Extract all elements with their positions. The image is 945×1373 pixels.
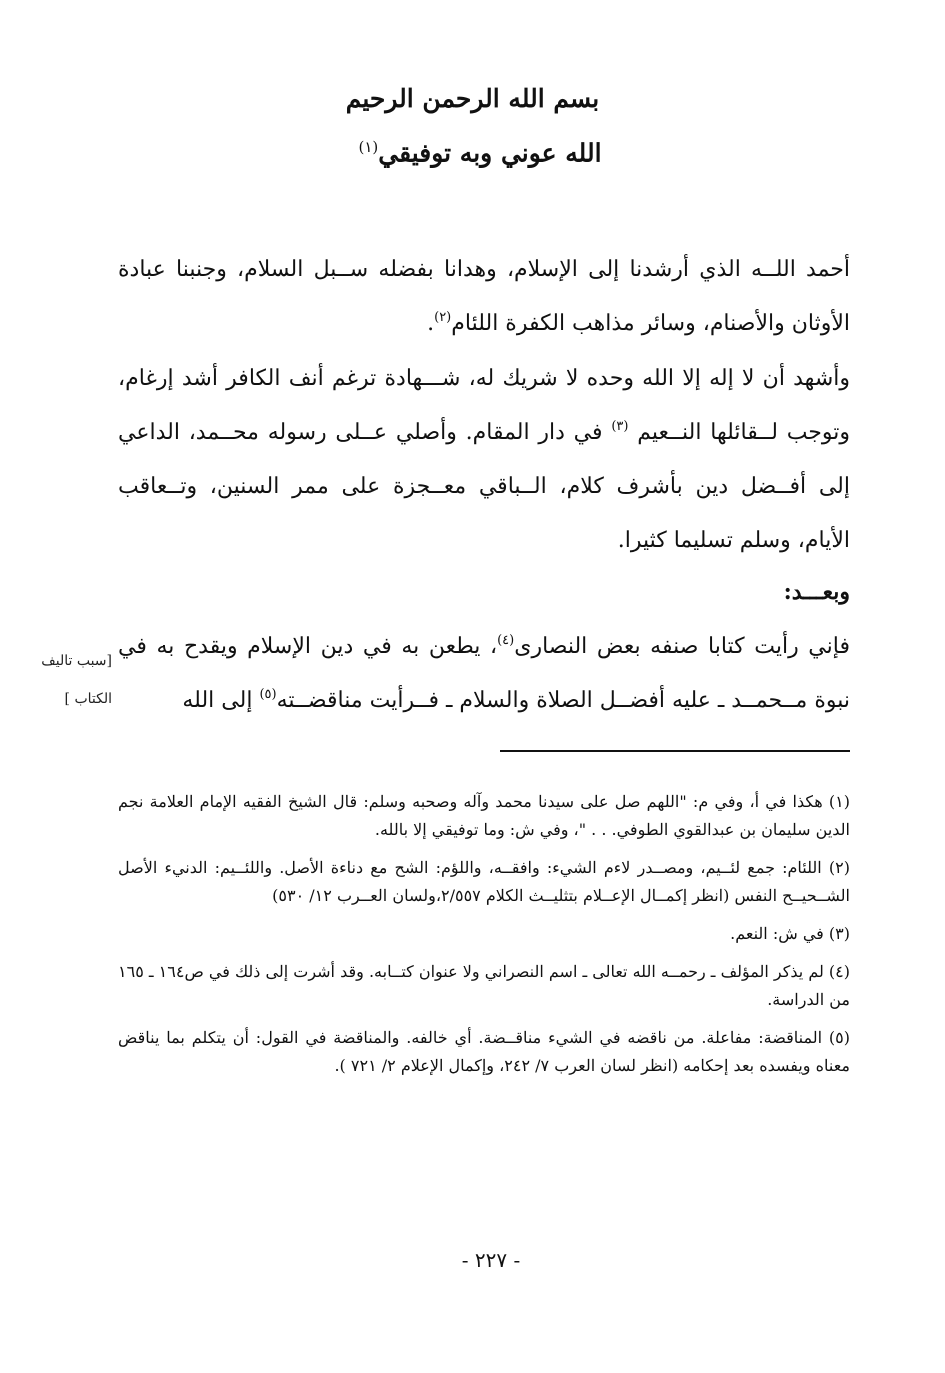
footnote-divider (500, 750, 850, 752)
footnote-5: (٥) المناقضة: مفاعلة. من ناقضه في الشيء مناقــضة. أي خالفه. والمناقضة في القول: أن يتكلم بما يناقض معناه ويفسده بعد إحكامه (انظر لسان العرب ٧/ ٢٤٢، وإكمال الإعلام ٢/ ٧٢١ ). (118, 1028, 850, 1075)
paragraph-text: . (427, 311, 435, 336)
footnote-ref-4[interactable]: (٤) (497, 633, 515, 648)
footnote-1: (١) هكذا في أ، وفي م: "اللهم صل على سيدنا محمد وآله وصحبه وسلم: قال الشيخ الفقيه الإمام العلامة نجم الدين سليمان بن عبدالقوي الطوفي. . . "، وفي ش: وما توفيقي إلا بالله. (118, 792, 850, 839)
opening-paragraph (118, 243, 850, 351)
basmala-heading: بسم الله الرحمن الرحيم (345, 84, 600, 113)
margin-note: [سبب تاليف الكتاب ] (41, 653, 112, 707)
invocation-heading (0, 138, 945, 167)
purpose-paragraph (118, 620, 850, 728)
footnotes-section (118, 788, 850, 1090)
footnote-4: (٤) لم يذكر المؤلف ـ رحمــه الله تعالى ـ اسم النصراني ولا عنوان كتــابه. وقد أشرت إلى ذلك في ص١٦٤ ـ ١٦٥ من الدراسة. (118, 962, 851, 1009)
paragraph-text: في دار المقام. وأصلي عــلى رسوله محــمد، الداعي إلى أفــضل دين بأشرف كلام، الــباقي معــجزة على ممر السنين، وتــعاقب الأيام، وسلم تسليما كثيرا. (118, 420, 850, 553)
paragraph-text: فإني رأيت كتابا صنفه بعض النصارى (514, 634, 850, 659)
paragraph-text: إلى الله (182, 688, 260, 713)
paragraph-text: أحمد اللــه الذي أرشدنا إلى الإسلام، وهدانا بفضله ســبل السلام، وجنبنا عبادة الأوثان والأصنام، وسائر مذاهب الكفرة اللئام (118, 257, 850, 336)
footnote-ref-2[interactable]: (٢) (434, 310, 452, 325)
footnote-ref-5[interactable]: (٥) (259, 687, 277, 702)
wabad-heading: وبعـــد: (783, 579, 850, 605)
footnote-ref-3[interactable]: (٣) (611, 419, 629, 434)
testimony-paragraph (118, 352, 850, 568)
page-number: - ٢٢٧ - (461, 1248, 521, 1272)
invocation-text: الله عوني وبه توفيقي (378, 138, 602, 168)
paragraph-text: ، يطعن به في دين الإسلام ويقدح به في نبوة مــحمــد ـ عليه أفضــل الصلاة والسلام ـ فــرأيت مناقضــته (118, 634, 850, 713)
footnote-3: (٣) في ش: النعم. (730, 924, 850, 943)
footnote-ref-1[interactable]: (١) (358, 138, 379, 156)
footnote-2: (٢) اللئام: جمع لئــيم، ومصــدر لاءم الشيء: وافقــه، واللؤم: الشح مع دناءة الأصل. واللئــيم: الدنيء الأصل الشــحيــح النفس (انظر إكمــال الإعــلام بتثليــث الكلام ٢/٥٥٧،ولسان العــرب ١٢/ ٥٣٠) (118, 858, 850, 905)
paragraph-text: وأشهد أن لا إله إلا الله وحده لا شريك له، شـــهادة ترغم أنف الكافر أشد إرغام، وتوجب لــقائلها النــعيم (118, 366, 851, 445)
